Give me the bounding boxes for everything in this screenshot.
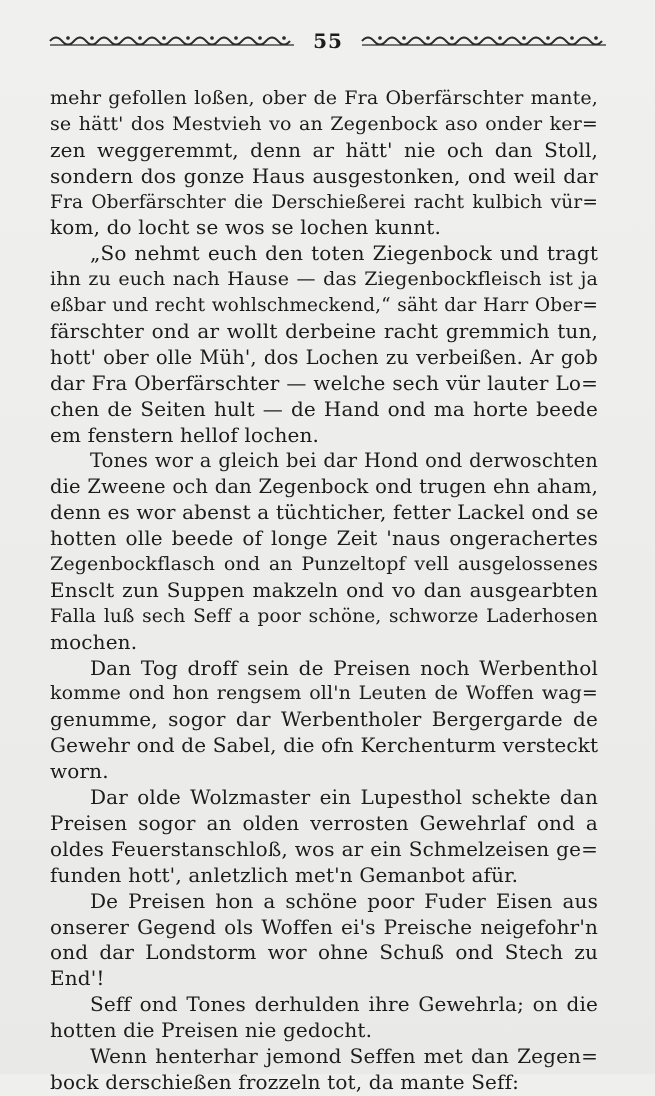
header-ornament-right	[360, 33, 608, 49]
text-line: genumme, sogor dar Werbentholer Bergergarde de	[50, 707, 598, 732]
text-line: mochen.	[50, 629, 138, 654]
text-line: hotten die Preisen nie gedocht.	[50, 1018, 373, 1043]
text-line: De Preisen hon a schöne poor Fuder Eisen aus	[90, 888, 598, 913]
paragraph	[50, 785, 598, 889]
ornament-left-icon	[48, 33, 296, 49]
text-line: sondern dos gonze Haus ausgestonken, ond weil dar	[50, 163, 598, 188]
text-line: zen weggeremmt, denn ar hätt' nie och dan Stoll,	[50, 137, 598, 162]
text-line: funden hott', anletzlich met'n Gemanbot afür.	[50, 862, 519, 887]
text-line: Dar olde Wolzmaster ein Lupesthol schekte dan	[90, 785, 598, 810]
paragraph	[50, 889, 598, 993]
text-line: Dan Tog droff sein de Preisen noch Werbenthol	[90, 655, 598, 680]
text-line: onserer Gegend ols Woffen ei's Preische neigefohr'n	[50, 914, 598, 939]
text-line: End'!	[50, 966, 105, 991]
text-line: chen de Seiten hult — de Hand ond ma horte beede	[50, 396, 598, 421]
text-line: se hätt' dos Mestvieh vo an Zegenbock aso onder ker=	[50, 112, 598, 135]
body-text	[50, 86, 598, 1096]
paragraph	[50, 656, 598, 785]
text-line: Ensclt zun Suppen makzeln ond vo dan ausgearbten	[50, 577, 598, 602]
text-line: Falla luß sech Seff a poor schöne, schworze Laderhosen	[50, 605, 598, 627]
text-line: ond dar Londstorm wor ohne Schuß ond Stech zu	[50, 940, 598, 965]
paragraph	[50, 448, 598, 655]
text-line: denn es wor abenst a tüchticher, fetter Lackel ond se	[50, 500, 599, 525]
ornament-right-icon	[360, 33, 608, 49]
text-line: bock derschießen frozzeln tot, da mante Seff:	[50, 1069, 520, 1094]
page-header	[48, 26, 608, 56]
text-line: Wenn henterhar jemond Seffen met dan Zegen=	[90, 1043, 598, 1068]
text-line: Tones wor a gleich bei dar Hond ond derwoschten	[90, 449, 598, 473]
text-line: oldes Feuerstanschloß, wos ar ein Schmelzeisen ge=	[50, 836, 598, 861]
text-line: mehr gefollen loßen, ober de Fra Oberfärschter mante,	[50, 87, 598, 109]
page-number: 55	[313, 29, 343, 53]
text-line: Gewehr ond de Sabel, die ofn Kerchenturm versteckt	[50, 733, 599, 758]
text-line: Zegenbockflasch ond an Punzeltopf vell ausgelossenes	[50, 553, 598, 576]
text-line: dar Fra Oberfärschter — welche sech vür lauter Lo=	[50, 370, 598, 395]
text-line: eßbar und recht wohlschmeckend,“ säht dar Harr Ober=	[50, 295, 598, 317]
paragraph	[50, 992, 598, 1044]
text-line: Preisen sogor an olden verrosten Gewehrlaf ond a	[50, 810, 598, 835]
text-line: hotten olle beede of longe Zeit 'naus ongerachertes	[50, 526, 598, 551]
header-ornament-left	[48, 33, 296, 49]
text-line: worn.	[50, 759, 109, 784]
text-line: komme ond hon rengsem oll'n Leuten de Woffen wag=	[50, 682, 598, 705]
text-line: die Zweene och dan Zegenbock ond trugen ehn aham,	[50, 475, 598, 499]
paragraph	[50, 86, 598, 241]
text-line: em fenstern hellof lochen.	[50, 422, 320, 447]
text-line: färschter ond ar wollt derbeine racht gremmich tun,	[50, 319, 598, 344]
text-line: Seff ond Tones derhulden ihre Gewehrla; on die	[90, 992, 598, 1017]
text-line: hott' ober olle Müh', dos Lochen zu verbeißen. Ar gob	[50, 345, 598, 369]
text-line: „So nehmt euch den toten Ziegenbock und tragt	[90, 241, 598, 266]
paragraph	[50, 241, 598, 448]
paragraph	[50, 1044, 598, 1096]
text-line: ihn zu euch nach Hause — das Ziegenbockfleisch ist ja	[50, 268, 598, 291]
text-line: Fra Oberfärschter die Derschießerei racht kulbich vür=	[50, 191, 598, 213]
text-line: kom, do locht se wos se lochen kunnt.	[50, 215, 441, 240]
